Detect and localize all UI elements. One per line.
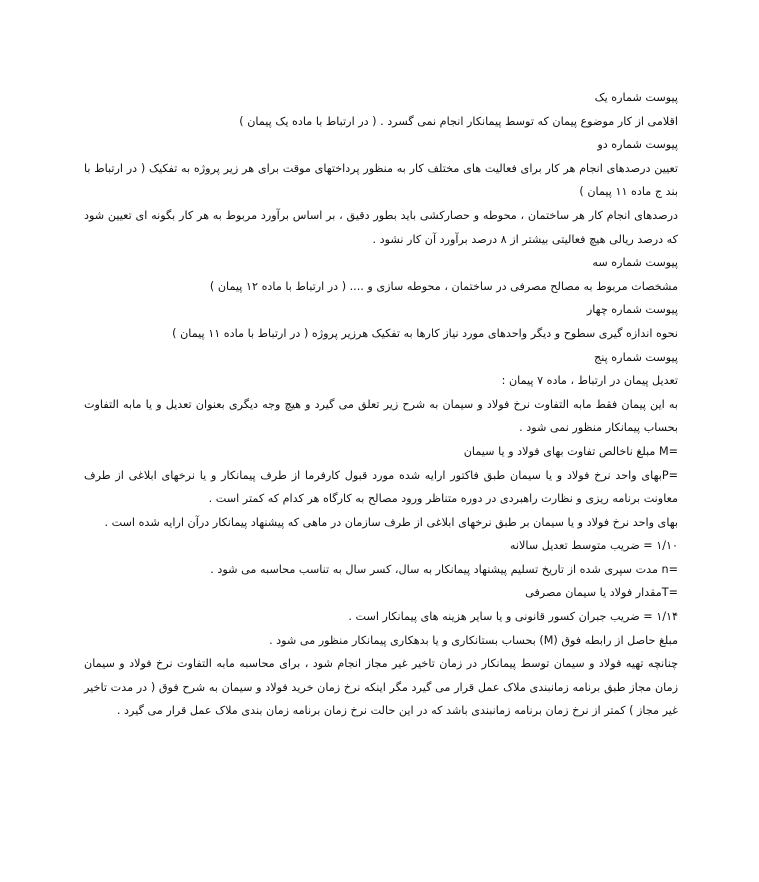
definition-m: =M مبلغ ناخالص تفاوت بهای فولاد و یا سیمان <box>463 444 678 458</box>
settlement-note: مبلغ حاصل از رابطه فوق (M) بحساب بستانکاری و یا بدهکاری پیمانکار منظور می شود . <box>269 633 678 647</box>
appendix-2-text: تعیین درصدهای انجام هر کار برای فعالیت های مختلف کار به منظور پرداختهای موقت برای هر زیر پروژه به تفکیک ( در ارتباط با بند ج ماده ۱۱ پیمان ) <box>84 161 678 199</box>
adjustment-intro: به این پیمان فقط مابه التفاوت نرخ فولاد و سیمان به شرح زیر تعلق می گیرد و هیچ وجه دیگری بعنوان تعدیل و یا مابه التفاوت بحساب پیمانکار منظور نمی شود . <box>84 397 678 435</box>
appendix-5-heading: پیوست شماره پنج <box>594 350 678 364</box>
delay-clause: چنانچه تهیه فولاد و سیمان توسط پیمانکار در زمان تاخیر غیر مجاز انجام شود ، برای محاسبه مابه التفاوت نرخ فولاد و سیمان زمان مجاز طبق برنامه زمانبندی ملاک عمل قرار می گیرد مگر اینکه نرخ زمان خرید فولاد و سیمان به شرح فوق ( در مدت تاخیر غیر مجاز ) کمتر از نرخ زمان برنامه زمانبندی باشد که در این حالت نرخ زمان برنامه زمان بندی ملاک عمل قرار می گیرد . <box>84 657 678 718</box>
definition-n: =n مدت سپری شده از تاریخ تسلیم پیشنهاد پیمانکار به سال، کسر سال به تناسب محاسبه می شود . <box>210 562 678 576</box>
definition-legal-factor: ۱/۱۴ = ضریب جبران کسور قانونی و یا سایر هزینه های پیمانکار است . <box>348 610 678 624</box>
appendix-1-text: اقلامی از کار موضوع پیمان که توسط پیمانکار انجام نمی گسرد . ( در ارتباط با ماده یک پیمان ) <box>239 114 678 128</box>
appendix-2-heading: پیوست شماره دو <box>597 138 678 152</box>
document-body <box>84 86 678 723</box>
adjustment-title: تعدیل پیمان در ارتباط ، ماده ۷ پیمان : <box>501 374 678 388</box>
appendix-4-text: نحوه اندازه گیری سطوح و دیگر واحدهای مورد نیاز کارها به تفکیک هرزیر پروژه ( در ارتباط با ماده ۱۱ پیمان ) <box>172 326 678 340</box>
appendix-1-heading: پیوست شماره یک <box>594 91 678 104</box>
definition-t: =Tمقدار فولاد یا سیمان مصرفی <box>525 586 678 600</box>
definition-p: =Pبهای واحد نرخ فولاد و یا سیمان طبق فاکتور ارایه شده مورد قبول کارفرما از طرف پیمانکار و یا نرخهای ابلاغی از طرف معاونت برنامه ریزی و نظارت راهبردی در دوره متناظر ورود مصالح به کارگاه هر کدام که کمتر است . <box>84 468 678 506</box>
appendix-3-text: مشخصات مربوط به مصالح مصرفی در ساختمان ، محوطه سازی و .... ( در ارتباط با ماده ۱۲ پیمان ) <box>209 279 678 293</box>
appendix-4-heading: پیوست شماره چهار <box>586 303 678 317</box>
appendix-3-heading: پیوست شماره سه <box>592 256 678 270</box>
definition-annual-factor: ۱/۱۰ = ضریب متوسط تعدیل سالانه <box>509 539 678 553</box>
definition-p0: بهای واحد نرخ فولاد و یا سیمان بر طبق نرخهای ابلاغی از طرف سازمان در ماهی که پیشنهاد پیمانکار درآن ارایه شده است . <box>104 515 678 529</box>
appendix-2-detail: درصدهای انجام کار هر ساختمان ، محوطه و حصارکشی باید بطور دقیق ، بر اساس برآورد مربوط به هر کار بگونه ای تعیین شود که درصد ریالی هیچ فعالیتی بیشتر از ۸ درصد برآورد آن کار نشود . <box>84 208 678 246</box>
